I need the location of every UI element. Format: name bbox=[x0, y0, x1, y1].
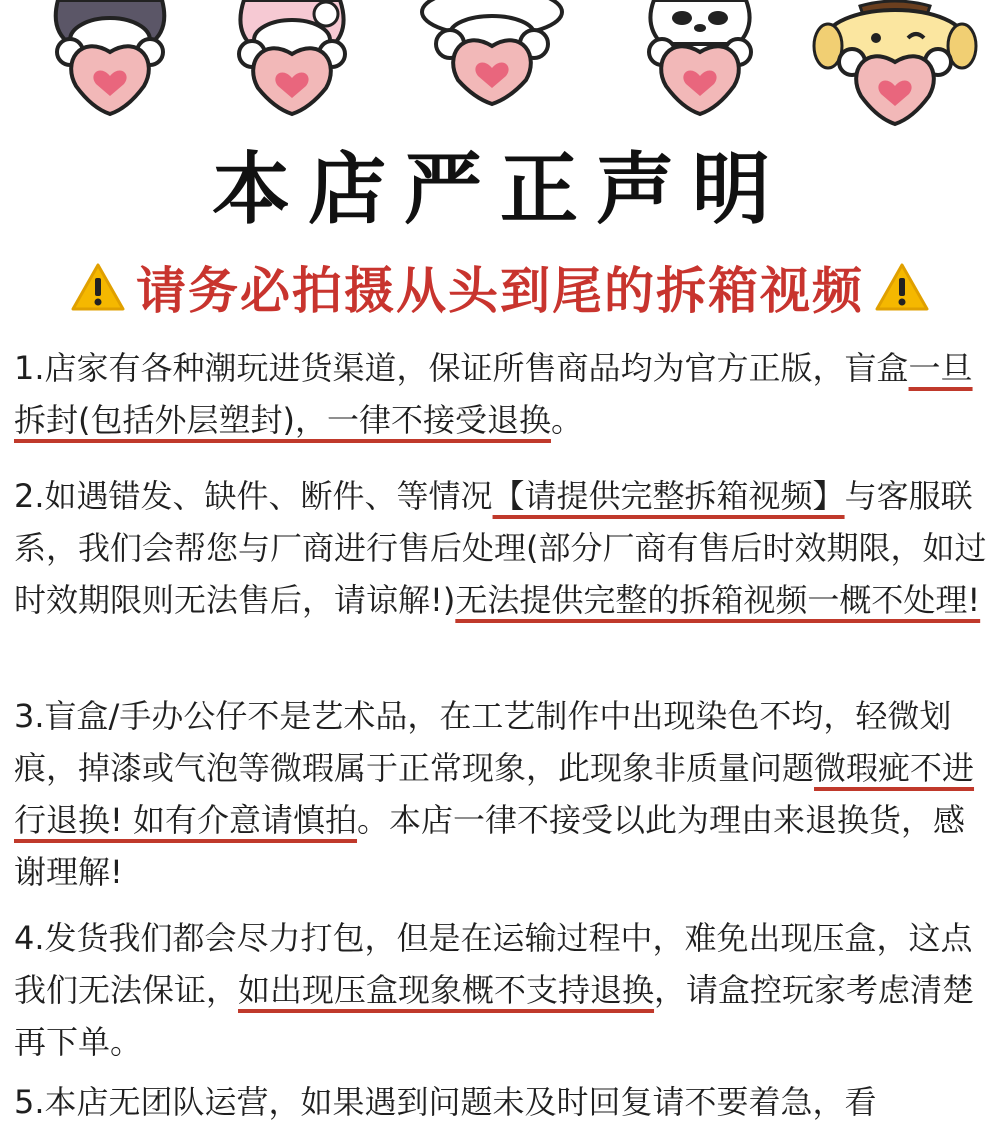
notice-item-5 bbox=[14, 1076, 990, 1128]
warning-icon bbox=[70, 262, 126, 312]
notice-highlight: 一旦拆封(包括外层塑封)，一律不接受退换 bbox=[14, 349, 973, 439]
page-title: 本店严正声明 bbox=[211, 145, 788, 235]
pompompurin-icon bbox=[810, 0, 980, 128]
notice-item-4 bbox=[14, 912, 990, 1068]
notice-text: 。本店一律不接受以此为理由来退换货，感谢理解! bbox=[14, 801, 966, 891]
cinnamoroll-icon bbox=[412, 0, 572, 118]
notice-highlight: 无法提供完整的拆箱视频一概不处理! bbox=[455, 581, 981, 619]
notice-text: 2.如遇错发、缺件、断件、等情况 bbox=[14, 477, 493, 515]
notice-highlight: 如出现压盒现象概不支持退换 bbox=[238, 971, 655, 1009]
notice-item-1 bbox=[14, 342, 990, 446]
notice-item-3 bbox=[14, 690, 990, 898]
warning-icon bbox=[874, 262, 930, 312]
notice-text: 与客服联系，我们会帮您与厂商进行售后处理(部分厂商有售后时效期限，如过时效期限则无法售后，请谅解!) bbox=[14, 477, 987, 619]
notice-text: 3.盲盒/手办公仔不是艺术品，在工艺制作中出现染色不均，轻微划痕，掉漆或气泡等微瑕属于正常现象，此现象非质量问题 bbox=[14, 697, 952, 787]
notice-text: 1.店家有各种潮玩进货渠道，保证所售商品均为官方正版，盲盒 bbox=[14, 349, 909, 387]
notice-highlight: 【请提供完整拆箱视频】 bbox=[492, 477, 845, 515]
notice-text: ，请盒控玩家考虑清楚再下单。 bbox=[14, 971, 975, 1061]
my-melody-icon bbox=[222, 0, 362, 118]
pochacco-icon bbox=[630, 0, 770, 118]
subtitle-text: 请务必拍摄从头到尾的拆箱视频 bbox=[136, 262, 864, 320]
notice-text: 。 bbox=[550, 401, 583, 439]
notice-text: 4.发货我们都会尽力打包，但是在运输过程中，难免出现压盒，这点我们无法保证， bbox=[14, 919, 973, 1009]
notice-text: 5.本店无团队运营，如果遇到问题未及时回复请不要着急，看 bbox=[14, 1083, 877, 1121]
kuromi-icon bbox=[40, 0, 180, 118]
mascot-banner bbox=[0, 0, 1000, 130]
notice-item-2 bbox=[14, 470, 990, 626]
subtitle-banner bbox=[10, 252, 990, 322]
notice-highlight: 微瑕疵不进行退换! 如有介意请慎拍 bbox=[14, 749, 975, 839]
